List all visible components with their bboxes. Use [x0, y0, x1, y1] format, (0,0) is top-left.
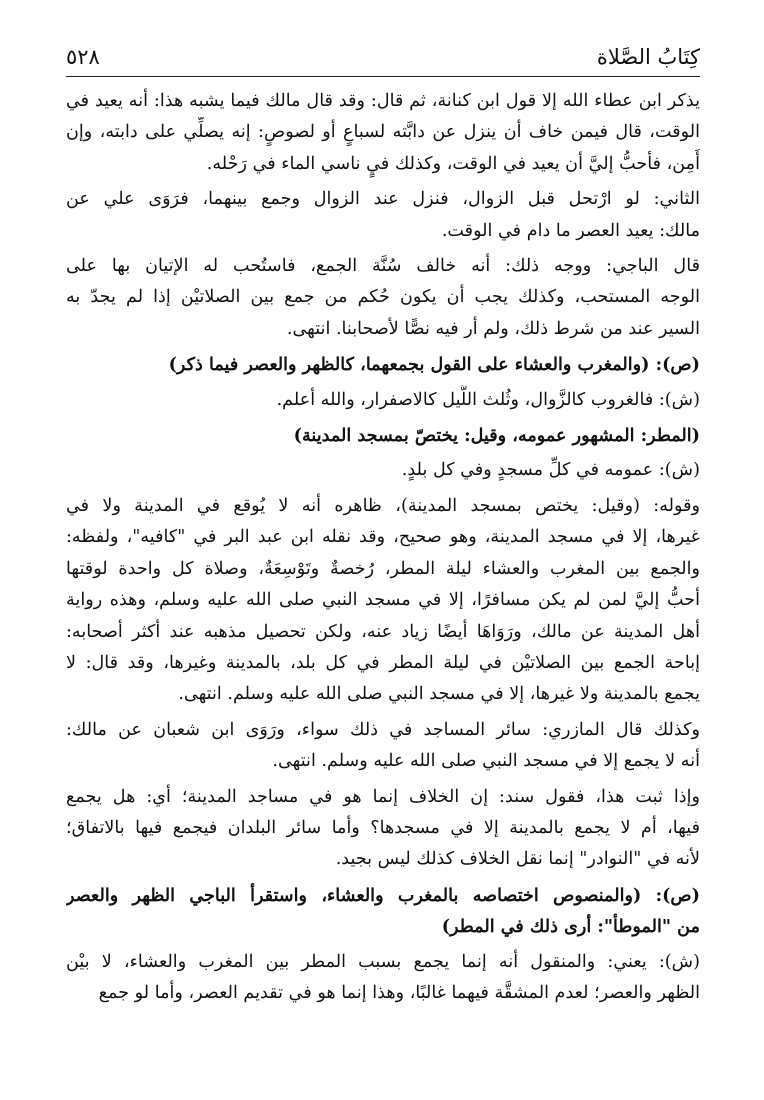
text-line: أهل المدينة عن مالك، ورَوَاهَا أيضًا زياد عنه، ولكن تحصيل مذهبه عند أكثر أصحابه: [66, 621, 700, 642]
commentary-paragraph [66, 385, 700, 416]
text-line: من "الموطأ": أرى ذلك في المطر) [441, 916, 700, 938]
text-line: أَمِن، فأحبُّ إليَّ أن يعيد في الوقت، وكذلك فيٍ ناسي الماء في رَحْله. [206, 153, 700, 174]
running-header [66, 40, 700, 74]
commentary-paragraph [66, 86, 700, 180]
text-line: (ص): (والمغرب والعشاء على القول بجمعهما، كالظهر والعصر فيما ذكر) [168, 354, 700, 376]
page-number: ٥٢٨ [66, 45, 100, 69]
commentary-paragraph [66, 184, 700, 247]
text-line: (ش): عمومه في كلِّ مسجدٍ وفي كل بلدٍ. [401, 460, 700, 481]
text-line: الثاني: لو ارْتحل قبل الزوال، فنزل عند الزوال وجمع بينهما، فرَوَى علي عن [66, 189, 700, 210]
text-line: غيرها، إلا في مسجد المدينة، وهو صحيح، وقد نقله ابن عبد البر في "كافيه"، ولفظه: [66, 527, 700, 548]
commentary-paragraph [66, 491, 700, 711]
text-line: يجمع بالمدينة ولا غيرها، إلا في مسجد النبي صلى الله عليه وسلم. انتهى. [178, 684, 700, 705]
header-rule [66, 76, 700, 77]
text-line: الوجه المستحب، وكذلك يجب أن يكون حُكم من جمع بين الصلاتيْن إذا لم يجدّ به [66, 287, 700, 308]
quoted-matn-paragraph [66, 349, 700, 380]
text-line: وقوله: (وقيل: يختص بمسجد المدينة)، ظاهره أنه لا يُوقع في المدينة ولا في [66, 495, 700, 516]
commentary-paragraph [66, 782, 700, 876]
text-line: فيها، أم لا يجمع بالمدينة إلا في مسجدها؟ وأما سائر البلدان فيجمع فيها بالاتفاق؛ [66, 817, 700, 838]
text-line: (ش): فالغروب كالزَّوال، وثُلث اللَّيل كالاصفرار، والله أعلم. [276, 389, 700, 410]
text-line: لأنه في "النوادر" إنما نقل الخلاف كذلك ليس بجيد. [335, 849, 700, 870]
text-line: (ص): (والمنصوص اختصاصه بالمغرب والعشاء، واستقرأ الباجي الظهر والعصر [66, 884, 700, 906]
body-text [66, 86, 700, 1013]
text-line: وكذلك قال المازري: سائر المساجد في ذلك سواء، ورَوَى ابن شعبان عن مالك: [66, 719, 700, 740]
text-line: (ش): يعني: والمنقول أنه إنما يجمع بسبب المطر بين المغرب والعشاء، لا بيْن [66, 951, 700, 972]
text-line: وإذا ثبت هذا، فقول سند: إن الخلاف إنما هو في مساجد المدينة؛ أي: هل يجمع [66, 786, 700, 807]
text-line: مالك: يعيد العصر ما دام في الوقت. [441, 220, 700, 241]
text-line: الوقت، قال فيمن خاف أن ينزل عن دابَّته لسباعٍ أو لصوصٍ: إنه يصلِّي على دابته، وإن [66, 122, 700, 143]
text-line: إباحة الجمع بين الصلاتيْن في ليلة المطر في كل بلد، بالمدينة وغيرها، وقد قال: لا [66, 652, 700, 673]
commentary-paragraph [66, 455, 700, 486]
commentary-paragraph [66, 251, 700, 345]
text-line: يذكر ابن عطاء الله إلا قول ابن كنانة، ثم قال: وقد قال مالك فيما يشبه هذا: أنه يعيد في [66, 91, 700, 111]
quoted-matn-paragraph [66, 880, 700, 943]
commentary-paragraph [66, 947, 700, 1010]
commentary-paragraph [66, 715, 700, 778]
running-title: كِتَابُ الصَّلاة [596, 45, 700, 69]
text-line: والجمع بين المغرب والعشاء ليلة المطر، رُخصةٌ وتَوْسِعَةٌ، وصلاة كل واحدة لوقتها [66, 558, 700, 579]
text-line: الظهر والعصر؛ لعدم المشقَّة فيهما غالبًا، وهذا إنما هو في تقديم العصر، وأما لو جمع [98, 982, 700, 1003]
text-line: السير عند من شرط ذلك، ولم أر فيه نصًّا لأصحابنا. انتهى. [286, 318, 700, 339]
text-line: أنه لا يجمع إلا في مسجد النبي صلى الله عليه وسلم. انتهى. [272, 751, 700, 772]
text-line: (المطر: المشهور عمومه، وقيل: يختصّ بمسجد المدينة) [293, 425, 700, 447]
text-line: أحبُّ إليَّ لمن لم يكن مسافرًا، إلا في مسجد النبي صلى الله عليه وسلم، وهذه رواية [66, 590, 700, 611]
text-line: قال الباجي: ووجه ذلك: أنه خالف سُنَّة الجمع، فاستُحب له الإتيان بها على [66, 256, 700, 277]
quoted-matn-paragraph [66, 420, 700, 451]
